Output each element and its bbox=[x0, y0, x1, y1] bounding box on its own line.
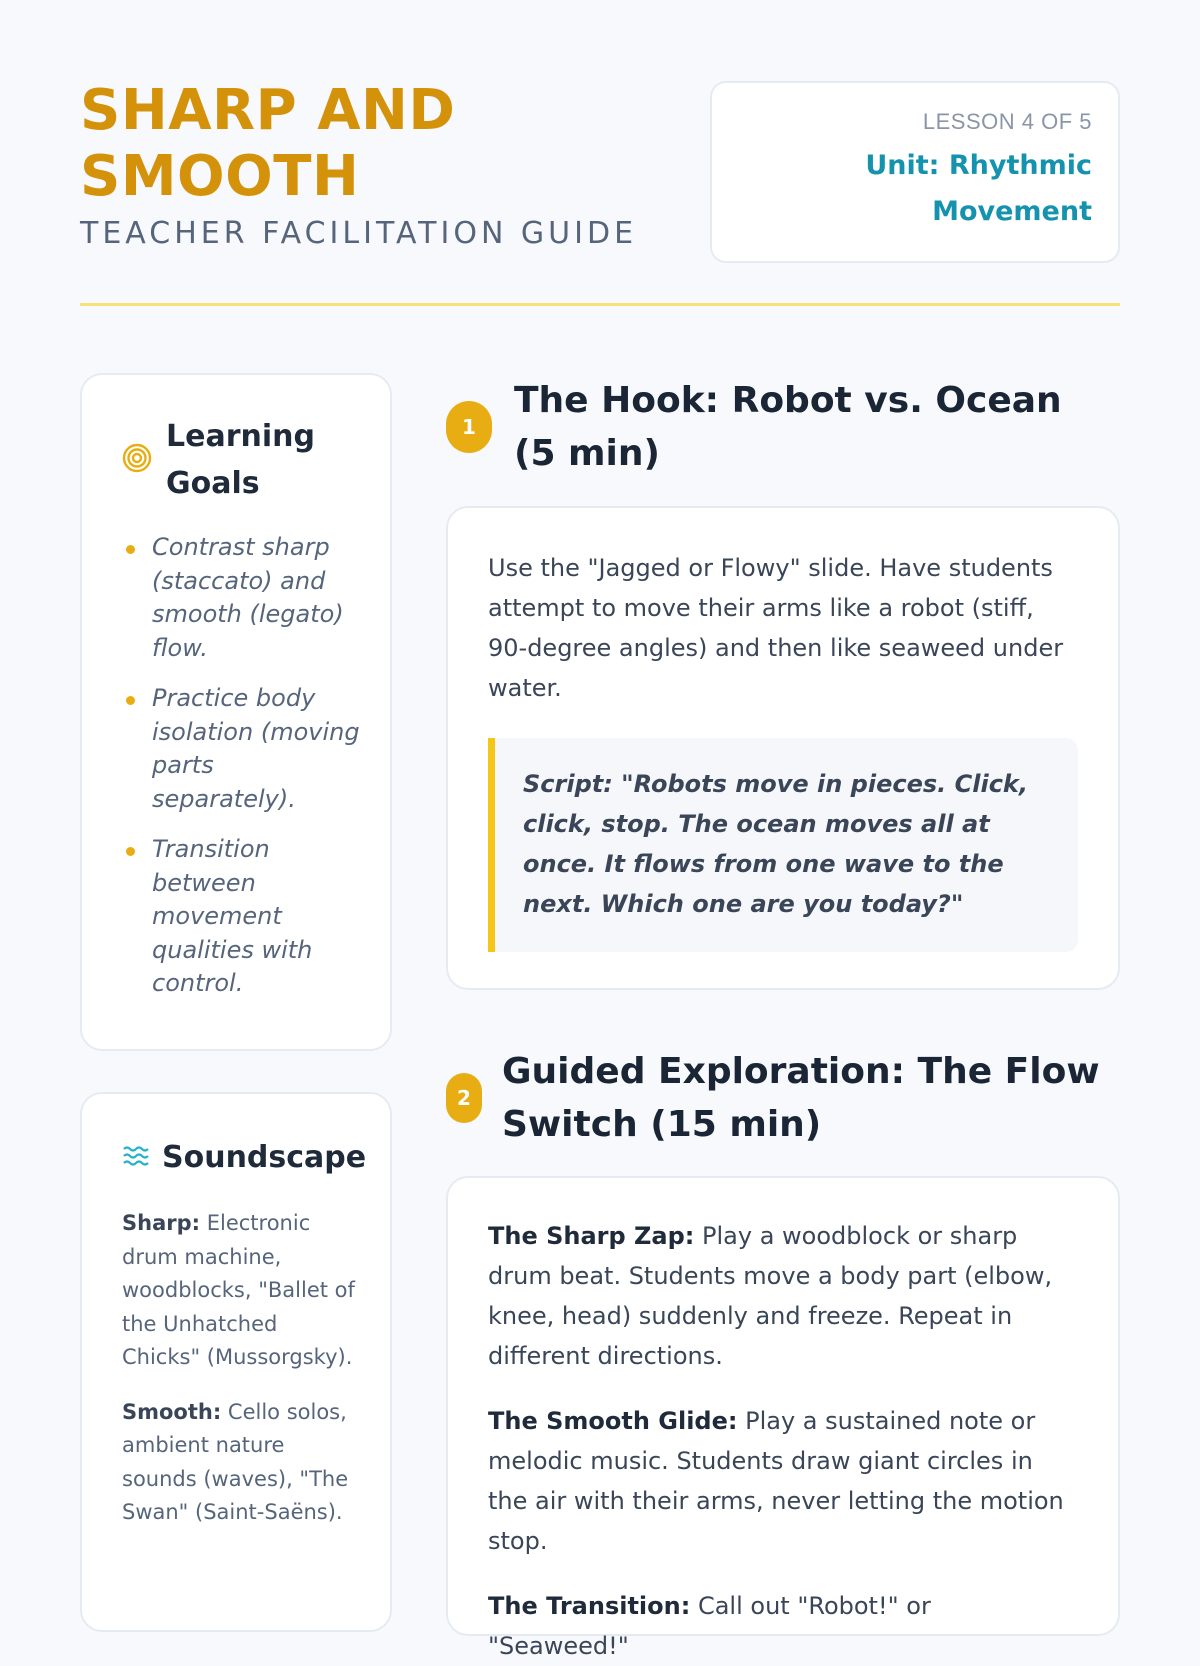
bullet-dot bbox=[126, 696, 135, 705]
soundscape-smooth bbox=[122, 1396, 360, 1530]
learning-goals-list bbox=[122, 531, 360, 1001]
transition-paragraph bbox=[488, 1586, 1078, 1666]
waves-icon bbox=[122, 1144, 150, 1172]
section-title: The Hook: Robot vs. Ocean (5 min) bbox=[514, 380, 1062, 474]
lesson-number: LESSON 4 OF 5 bbox=[922, 109, 1092, 134]
learning-goals-title: Learning Goals bbox=[166, 419, 315, 501]
step-number-badge: 1 bbox=[446, 401, 492, 453]
soundscape-text: Electronic drum machine, woodblocks, "Ballet of the Unhatched Chicks" (Mussorgsky). bbox=[122, 1211, 355, 1369]
soundscape-text: Cello solos, ambient nature sounds (waves), "The Swan" (Saint-Saëns). bbox=[122, 1399, 349, 1524]
script-callout bbox=[488, 738, 1078, 952]
learning-goals-card bbox=[80, 373, 392, 1051]
section-1-header bbox=[446, 374, 1114, 480]
sharp-zap-paragraph bbox=[488, 1216, 1078, 1376]
list-item bbox=[122, 833, 360, 1001]
goal-text: Practice body isolation (moving parts separately). bbox=[152, 684, 360, 813]
soundscape-card bbox=[80, 1092, 392, 1632]
paragraph-label: The Sharp Zap: bbox=[488, 1222, 695, 1250]
target-icon bbox=[122, 443, 152, 477]
soundscape-sharp bbox=[122, 1207, 360, 1375]
goal-text: Transition between movement qualities with control. bbox=[152, 835, 313, 997]
paragraph-label: The Smooth Glide: bbox=[488, 1407, 738, 1435]
soundscape-label: Sharp: bbox=[122, 1211, 201, 1235]
soundscape-label: Smooth: bbox=[122, 1399, 222, 1424]
list-item bbox=[122, 682, 360, 816]
page-title: SHARP AND SMOOTH bbox=[80, 78, 456, 209]
smooth-glide-paragraph bbox=[488, 1401, 1078, 1561]
script-text: Script: "Robots move in pieces. Click, click, stop. The ocean moves all at once. It flows from one wave to the next. Which one are you today?" bbox=[523, 770, 1028, 918]
page-subtitle: TEACHER FACILITATION GUIDE bbox=[80, 216, 638, 251]
step-number-badge: 2 bbox=[446, 1073, 482, 1123]
list-item bbox=[122, 531, 360, 665]
section-1-card bbox=[446, 506, 1120, 990]
section-2-header bbox=[446, 1045, 1102, 1151]
bullet-dot bbox=[126, 545, 135, 554]
lesson-info-card bbox=[710, 81, 1120, 263]
section-title: Guided Exploration: The Flow Switch (15 min) bbox=[502, 1051, 1100, 1145]
goal-text: Contrast sharp (staccato) and smooth (legato) flow. bbox=[152, 533, 344, 662]
page-header bbox=[80, 78, 1120, 268]
soundscape-title: Soundscape bbox=[162, 1140, 367, 1175]
unit-name: Unit: Rhythmic Movement bbox=[865, 150, 1092, 227]
paragraph-label: The Transition: bbox=[488, 1592, 691, 1620]
paragraph-text: Call out "Robot!" or "Seaweed!" bbox=[488, 1592, 931, 1660]
section-2-card bbox=[446, 1176, 1120, 1660]
bullet-dot bbox=[126, 847, 135, 856]
paragraph-text: Play a woodblock or sharp drum beat. Students move a body part (elbow, knee, head) suddenly and freeze. Repeat in different directions. bbox=[488, 1222, 1053, 1370]
section-body: Use the "Jagged or Flowy" slide. Have students attempt to move their arms like a robot (stiff, 90-degree angles) and then like seaweed under water. bbox=[488, 554, 1064, 702]
paragraph-text: Play a sustained note or melodic music. Students draw giant circles in the air with their arms, never letting the motion stop. bbox=[488, 1407, 1064, 1555]
header-divider bbox=[80, 303, 1120, 306]
